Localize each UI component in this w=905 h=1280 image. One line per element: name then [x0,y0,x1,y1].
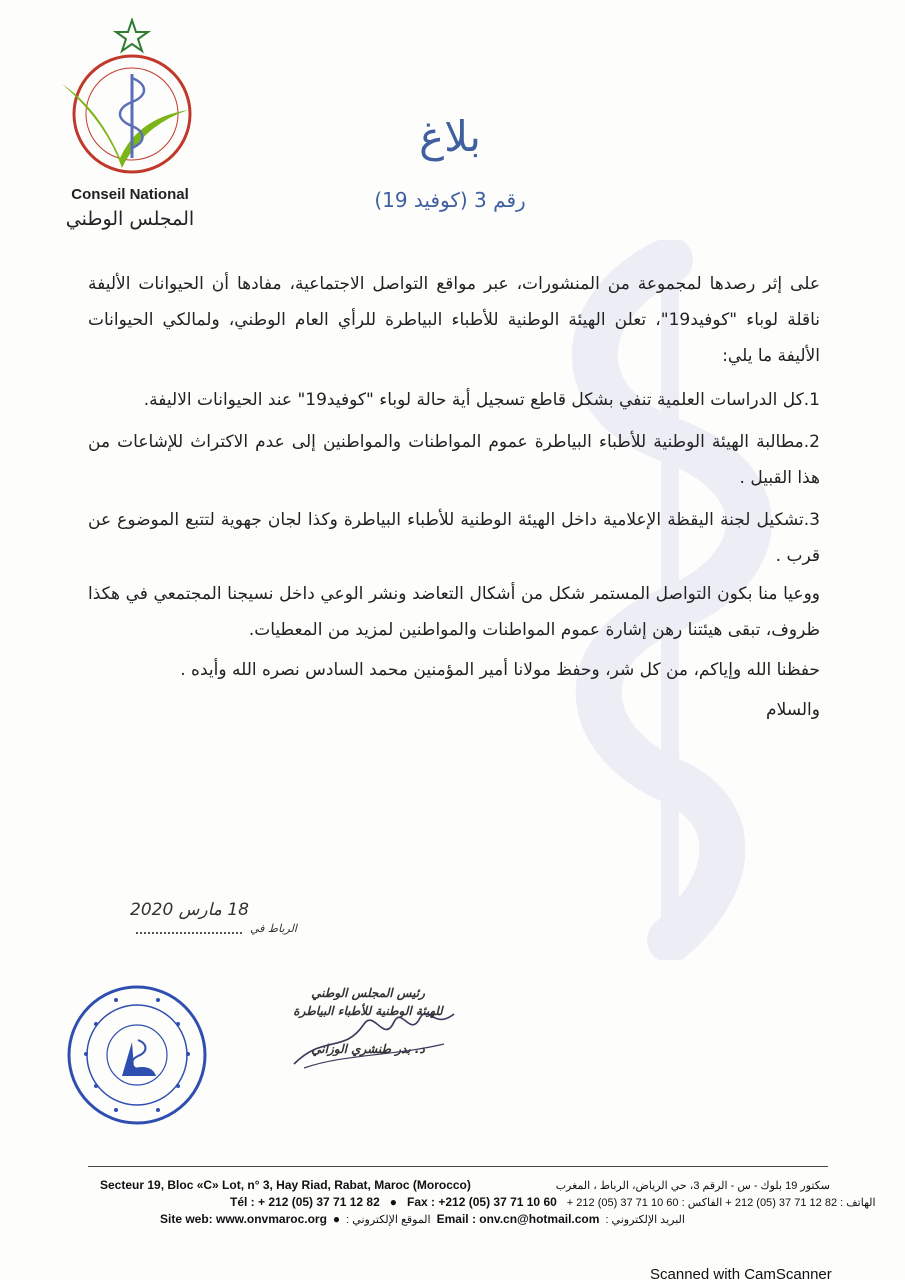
address-ar: سكتور 19 بلوك - س - الرقم 3، حي الرياض، الرباط ، المغرب [555,1180,830,1192]
org-name-ar: المجلس الوطني [65,208,195,230]
footer-divider [88,1166,828,1167]
fax-fr: Fax : +212 (05) 37 71 10 60 [407,1195,557,1209]
intro-paragraph: على إثر رصدها لمجموعة من المنشورات، عبر مواقع التواصل الاجتماعية، مفادها أن الحيوانات الأليفة ناقلة لوباء "كوفيد19"، تعلن الهيئة الوطنية للأطباء البياطرة للرأي العام الوطني، ولمالكي الحيوانات الأليفة ما يلي: [88,274,820,366]
tel-fr: Tél : + 212 (05) 37 71 12 82 [230,1195,380,1209]
bullet-icon: ● [332,1212,341,1226]
onv-logo-icon [58,18,200,178]
email-fr[interactable]: Email : onv.cn@hotmail.com [436,1212,600,1226]
list-item: 3.تشكيل لجنة اليقظة الإعلامية داخل الهيئة الوطنية للأطباء البياطرة وكذا لجان جهوية لتتبع الموضوع عن قرب . [88,510,820,566]
awareness-paragraph: ووعيا منا بكون التواصل المستمر شكل من أشكال التعاضد ونشر الوعي داخل نسيجنا المجتمعي في هكذا ظروف، تبقى هيئتنا رهن إشارة عموم المواطنات والمواطنين لمزيد من المعطيات. [88,584,820,640]
scanner-watermark-text: Scanned with CamScanner [650,1266,832,1280]
signatory-name: د. بدر طنشري الوزاني [311,1042,425,1056]
prayer-paragraph: حفظنا الله وإياكم، من كل شر، وحفظ مولانا أمير المؤمنين محمد السادس نصره الله وأيده . [180,660,820,680]
handwritten-date: 18 مارس 2020 [130,900,249,920]
list-item: 1.كل الدراسات العلمية تنفي بشكل قاطع تسجيل أية حالة لوباء "كوفيد19" عند الحيوانات الاليفة. [143,390,820,410]
document-subtitle: رقم 3 (كوفيد 19) [374,188,526,212]
document-title: بلاغ [419,112,481,161]
place-label: الرباط في [250,922,297,935]
tel-fax-ar: الهاتف : 82 12 71 37 (05) 212 + الفاكس : 60 10 71 37 (05) 212 + [566,1197,876,1209]
address-fr: Secteur 19, Bloc «C» Lot, n° 3, Hay Riad, Rabat, Maroc (Morocco) [100,1178,471,1192]
website-fr[interactable]: Site web: www.onvmaroc.org [160,1212,327,1226]
footer-web-row [100,1212,830,1229]
announcement-body [88,266,820,728]
signatory-title: رئيس المجلس الوطني [311,986,425,1000]
closing-line: والسلام [766,700,820,720]
org-name-fr: Conseil National [71,186,189,203]
date-dotted-line [136,932,242,934]
handwritten-signature-icon [284,994,464,1074]
official-seal-icon [66,984,208,1126]
footer [100,1178,876,1229]
email-ar: البريد الإلكتروني : [605,1214,685,1226]
website-ar: الموقع الإلكتروني : [346,1214,431,1226]
list-item: 2.مطالبة الهيئة الوطنية للأطباء البياطرة عموم المواطنات والمواطنين إلى عدم الاكتراث للإشاعات من هذا القبيل . [88,432,820,488]
signatory-org: للهيئة الوطنية للأطباء البياطرة [293,1004,443,1018]
bullet-icon: ● [389,1195,398,1209]
footer-phone-row [100,1195,876,1212]
footer-address-row [100,1178,830,1195]
